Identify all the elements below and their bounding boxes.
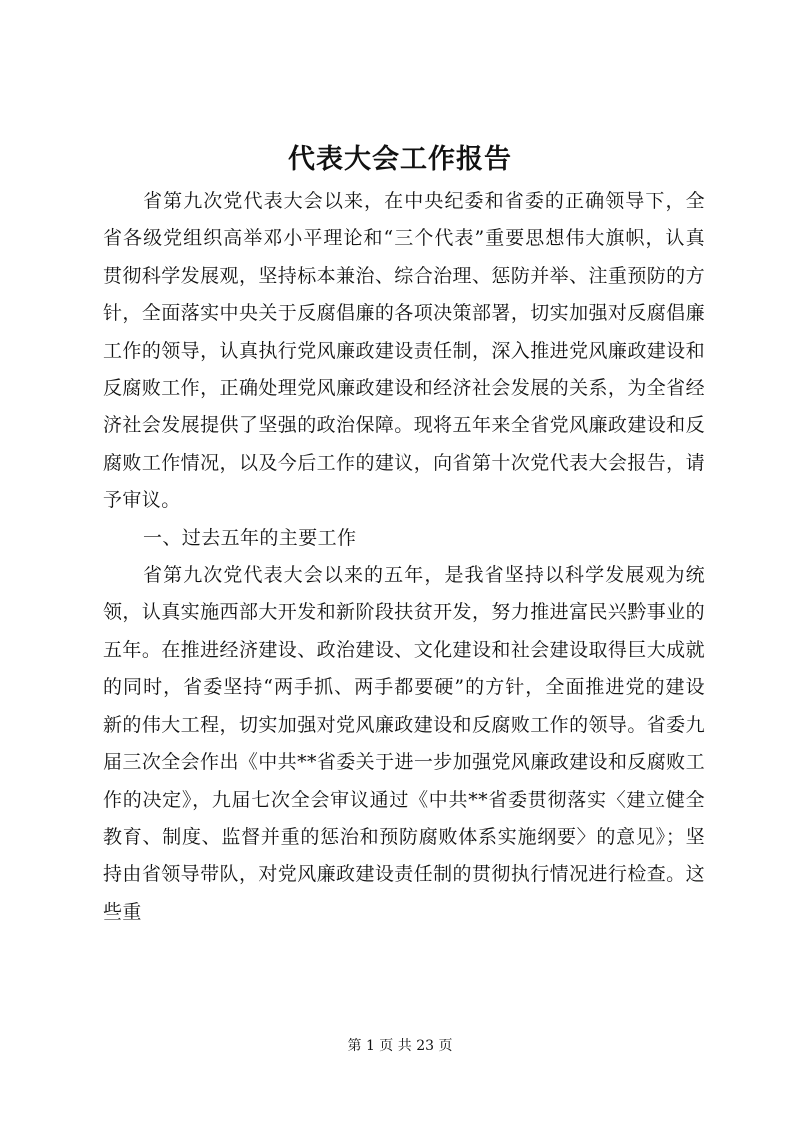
page-number-footer: 第 1 页 共 23 页 bbox=[347, 1038, 453, 1054]
section-heading: 一、过去五年的主要工作 bbox=[143, 526, 357, 549]
paragraph-section-one: 省第九次党代表大会以来的五年，是我省坚持以科学发展观为统领，认真实施西部大开发和新阶段扶贫开发，努力推进富民兴黔事业的五年。在推进经济建设、政治建设、文化建设和社会建设取得巨大成就的同时，省委坚持“两手抓、两手都要硬”的方针，全面推进党的建设新的伟大工程，切实加强对党风廉政建设和反腐败工作的领导。省委九届三次全会作出《中共**省委关于进一步加强党风廉政建设和反腐败工作的决定》，九届七次全会审议通过《中共**省委贯彻落实〈建立健全教育、制度、监督并重的惩治和预防腐败体系实施纲要〉的意见》；坚持由省领导带队，对党风廉政建设责任制的贯彻执行情况进行检查。这些重 bbox=[103, 564, 705, 923]
document-title: 代表大会工作报告 bbox=[288, 144, 512, 175]
document-body bbox=[103, 183, 705, 931]
paragraph-intro: 省第九次党代表大会以来，在中央纪委和省委的正确领导下，全省各级党组织高举邓小平理论和“三个代表”重要思想伟大旗帜，认真贯彻科学发展观，坚持标本兼治、综合治理、惩防并举、注重预防的方针，全面落实中央关于反腐倡廉的各项决策部署，切实加强对反腐倡廉工作的领导，认真执行党风廉政建设责任制，深入推进党风廉政建设和反腐败工作，正确处理党风廉政建设和经济社会发展的关系，为全省经济社会发展提供了坚强的政治保障。现将五年来全省党风廉政建设和反腐败工作情况，以及今后工作的建议，向省第十次党代表大会报告，请予审议。 bbox=[103, 190, 705, 512]
